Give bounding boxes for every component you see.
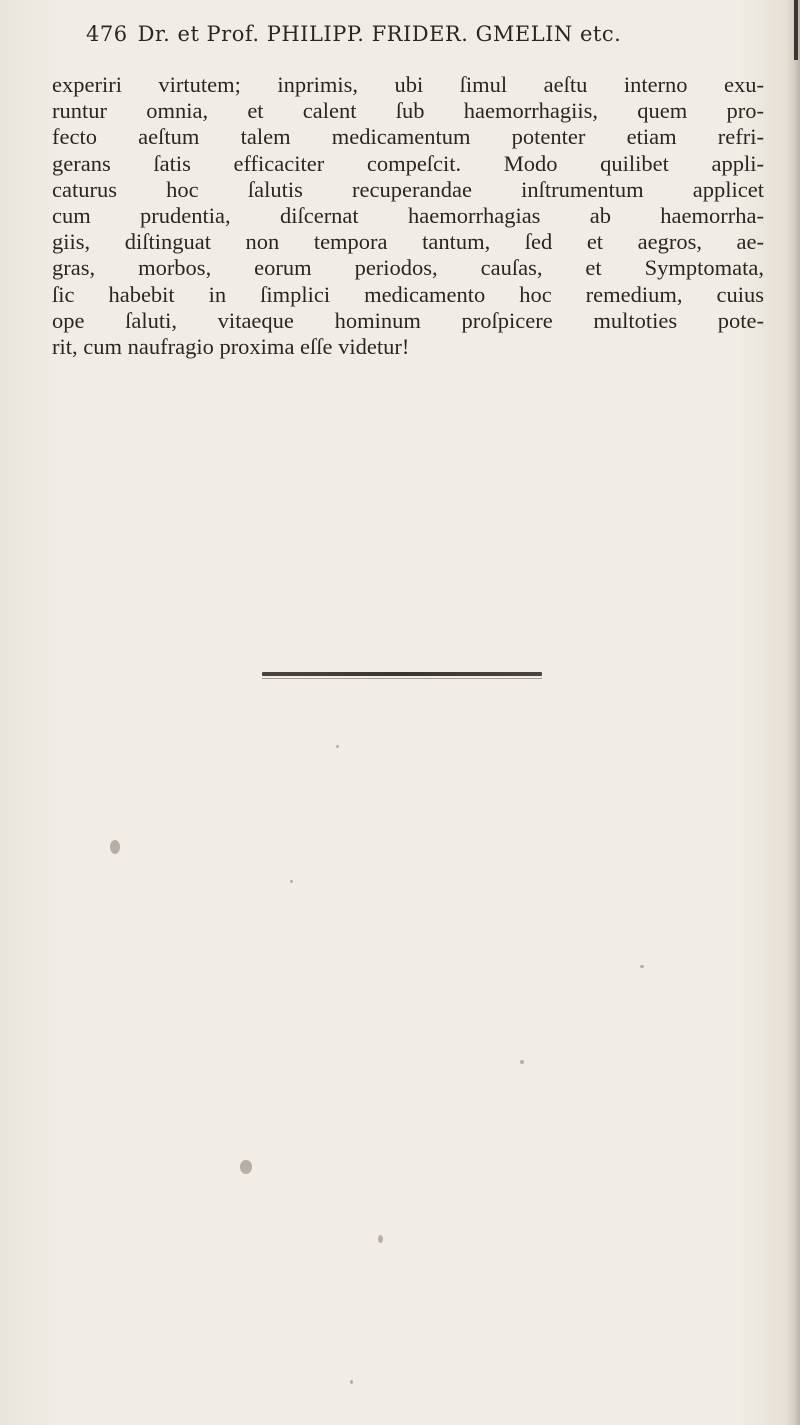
page-edge-shadow bbox=[786, 0, 800, 1425]
text-line: giis, diſtinguat non tempora tantum, ſed et aegros, ae- bbox=[52, 229, 764, 255]
text-line: ope ſaluti, vitaeque hominum proſpicere multoties pote- bbox=[52, 307, 764, 333]
paper-speck bbox=[110, 840, 120, 854]
paper-speck bbox=[520, 1060, 524, 1064]
text-line: caturus hoc ſalutis recuperandae inſtrumentum applicet bbox=[52, 176, 764, 202]
paper-speck bbox=[336, 745, 339, 748]
text-line: fecto aeſtum talem medicamentum potenter etiam refri- bbox=[52, 124, 764, 150]
text-line: gras, morbos, eorum periodos, cauſas, et Symptomata, bbox=[52, 255, 764, 281]
running-title: Dr. et Prof. PHILIPP. FRIDER. GMELIN etc. bbox=[137, 22, 622, 46]
page-number: 476 bbox=[86, 22, 128, 46]
text-line: rit, cum naufragio proxima eſſe videtur! bbox=[52, 334, 410, 360]
text-line: gerans ſatis efficaciter compeſcit. Modo quilibet appli- bbox=[52, 150, 764, 176]
page-edge-mark bbox=[794, 0, 798, 60]
running-head bbox=[86, 22, 786, 46]
paper-speck bbox=[378, 1235, 383, 1243]
body-paragraph bbox=[52, 72, 764, 360]
text-line: experiri virtutem; inprimis, ubi ſimul aeſtu interno exu- bbox=[52, 72, 764, 97]
text-line: cum prudentia, diſcernat haemorrhagias ab haemorrha- bbox=[52, 203, 764, 229]
paper-speck bbox=[290, 880, 293, 883]
paper-speck bbox=[350, 1380, 353, 1384]
closing-rule-underline bbox=[262, 678, 542, 679]
text-line: ſic habebit in ſimplici medicamento hoc remedium, cuius bbox=[52, 281, 764, 307]
paper-speck bbox=[640, 965, 644, 968]
closing-rule bbox=[262, 672, 542, 676]
text-line: runtur omnia, et calent ſub haemorrhagiis, quem pro- bbox=[52, 98, 764, 124]
paper-speck bbox=[240, 1160, 252, 1174]
